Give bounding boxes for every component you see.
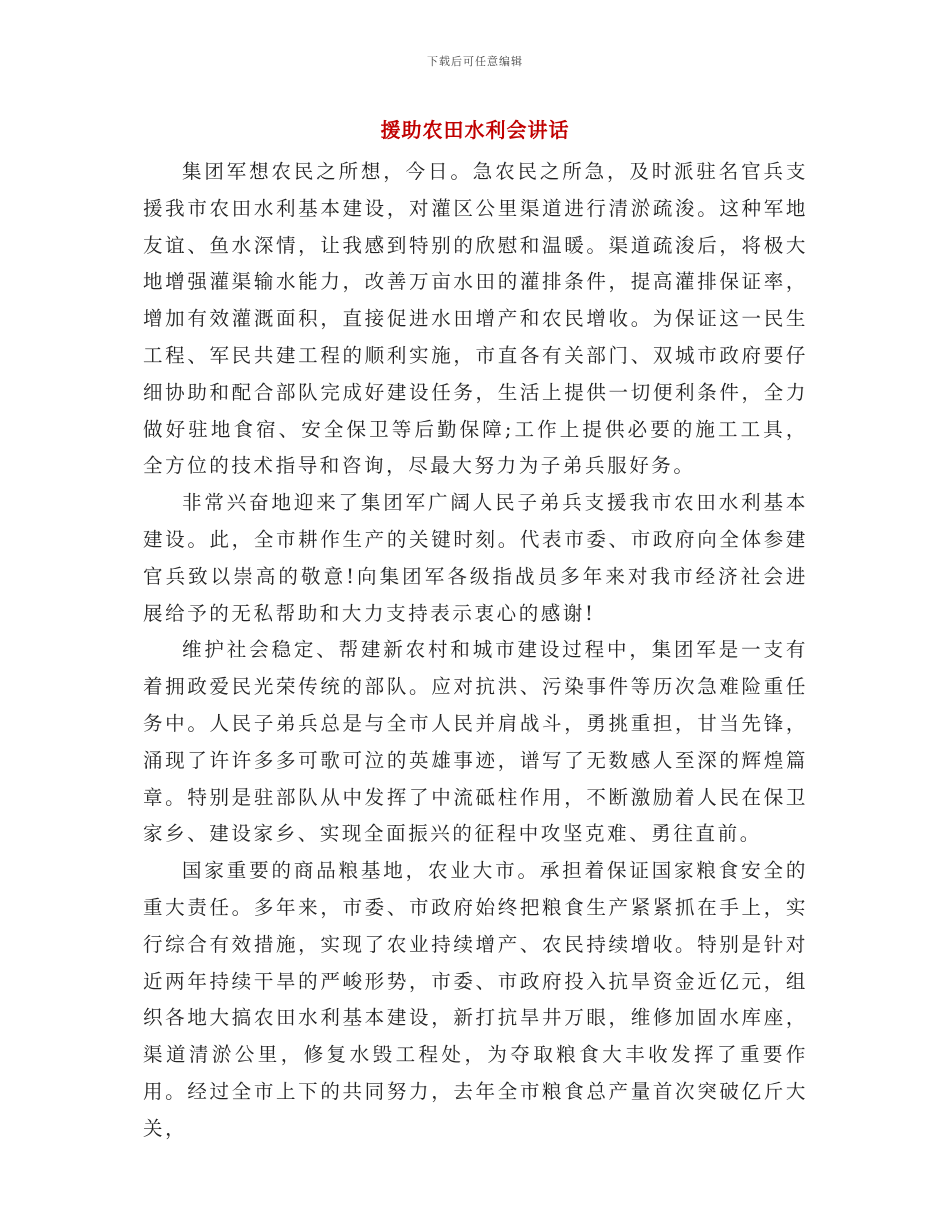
- paragraph-3: 维护社会稳定、帮建新农村和城市建设过程中，集团军是一支有着拥政爱民光荣传统的部队。应对抗洪、污染事件等历次急难险重任务中。人民子弟兵总是与全市人民并肩战斗，勇挑重担，甘当先锋，涌现了许许多多可歌可泣的英雄事迹，谱写了无数感人至深的辉煌篇章。特别是驻部队从中发挥了中流砥柱作用，不断激励着人民在保卫家乡、建设家乡、实现全面振兴的征程中攻坚克难、勇往直前。: [143, 638, 808, 846]
- paragraph-1: 集团军想农民之所想，今日。急农民之所急，及时派驻名官兵支援我市农田水利基本建设，对灌区公里渠道进行清淤疏浚。这种军地友谊、鱼水深情，让我感到特别的欣慰和温暖。渠道疏浚后，将极大地增强灌渠输水能力，改善万亩水田的灌排条件，提高灌排保证率，增加有效灌溉面积，直接促进水田增产和农民增收。为保证这一民生工程、军民共建工程的顺利实施，市直各有关部门、双城市政府要仔细协助和配合部队完成好建设任务，生活上提供一切便利条件，全力做好驻地食宿、安全保卫等后勤保障;工作上提供必要的施工工具，全方位的技术指导和咨询，尽最大努力为子弟兵服好务。: [143, 160, 808, 478]
- document-body: [143, 154, 808, 1148]
- paragraph-2: 非常兴奋地迎来了集团军广阔人民子弟兵支援我市农田水利基本建设。此，全市耕作生产的关键时刻。代表市委、市政府向全体参建官兵致以崇高的敬意!向集团军各级指战员多年来对我市经济社会进展给予的无私帮助和大力支持表示衷心的感谢!: [143, 491, 808, 625]
- header-note: 下载后可任意编辑: [427, 55, 523, 68]
- paragraph-4: 国家重要的商品粮基地，农业大市。承担着保证国家粮食安全的重大责任。多年来，市委、市政府始终把粮食生产紧紧抓在手上，实行综合有效措施，实现了农业持续增产、农民持续增收。特别是针对近两年持续干旱的严峻形势，市委、市政府投入抗旱资金近亿元，组织各地大搞农田水利基本建设，新打抗旱井万眼，维修加固水库座，渠道清淤公里，修复水毁工程处，为夺取粮食大丰收发挥了重要作用。经过全市上下的共同努力，去年全市粮食总产量首次突破亿斤大关，: [143, 859, 808, 1140]
- page-title: 援助农田水利会讲话: [380, 118, 570, 142]
